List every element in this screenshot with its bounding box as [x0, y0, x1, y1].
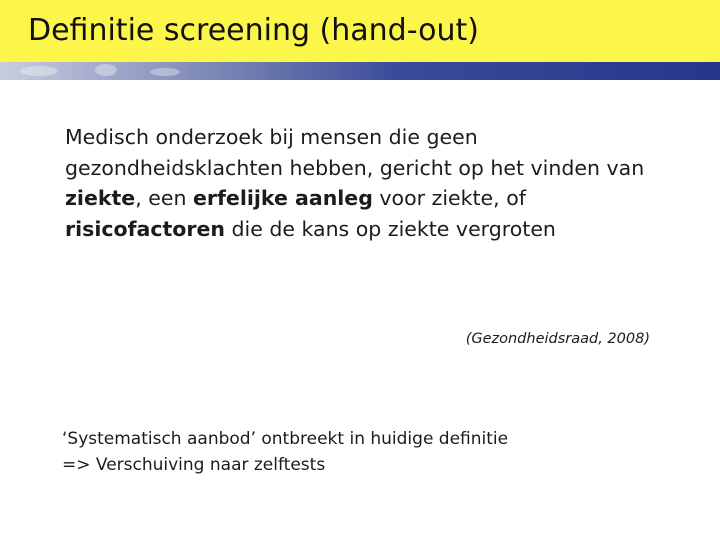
- note-line-1: ‘Systematisch aanbod’ ontbreekt in huidige definitie: [62, 429, 509, 449]
- slide-title: Definitie screening (hand-out): [28, 13, 479, 48]
- definition-part-2: , een: [135, 186, 193, 210]
- note-line-2: => Verschuiving naar zelftests: [62, 455, 326, 475]
- decorative-band: [0, 62, 720, 80]
- notes: [62, 426, 508, 478]
- title-bar: [0, 0, 720, 62]
- source-citation: (Gezondheidsraad, 2008): [465, 331, 650, 347]
- definition-term-risicofactoren: risicofactoren: [65, 216, 225, 241]
- definition-term-ziekte: ziekte: [65, 186, 136, 210]
- definition-text: [65, 122, 665, 244]
- definition-part-3: voor ziekte, of: [372, 186, 526, 210]
- definition-part-4: die de kans op ziekte vergroten: [225, 216, 556, 241]
- definition-part-1: Medisch onderzoek bij mensen die geen gezondheidsklachten hebben, gericht op het vinden van: [65, 125, 645, 180]
- definition-term-erfelijke-aanleg: erfelijke aanleg: [192, 186, 373, 210]
